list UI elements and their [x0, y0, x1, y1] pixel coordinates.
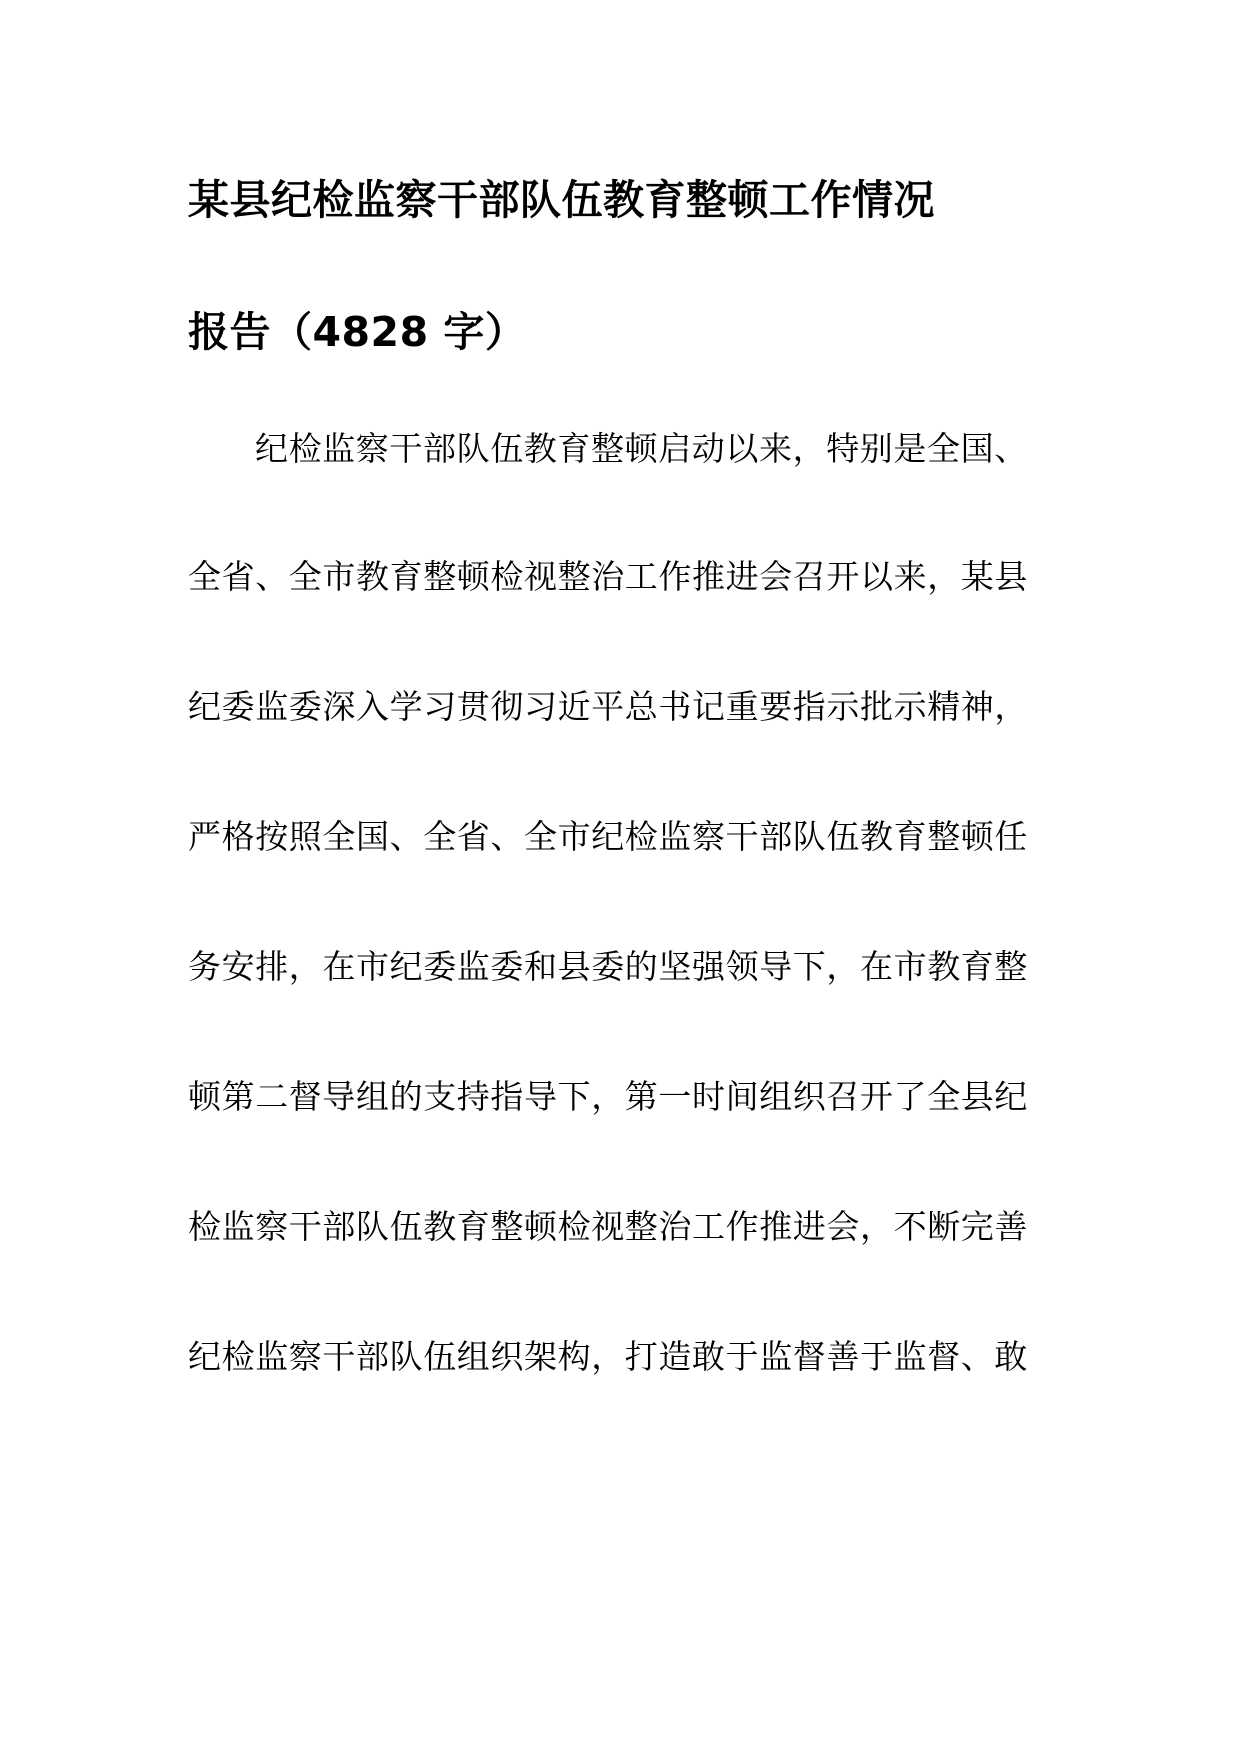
body-line-4: 严格按照全国、全省、全市纪检监察干部队伍教育整顿任: [188, 817, 1028, 856]
body-line-2: 全省、全市教育整顿检视整治工作推进会召开以来，某县: [188, 557, 1028, 596]
body-line-3: 纪委监委深入学习贯彻习近平总书记重要指示批示精神，: [188, 687, 1028, 726]
body-line-1: 纪检监察干部队伍教育整顿启动以来，特别是全国、: [255, 429, 1028, 468]
body-line-8: 纪检监察干部队伍组织架构，打造敢于监督善于监督、敢: [188, 1337, 1028, 1376]
document-title-line-2: 报告（4828 字）: [188, 308, 527, 356]
body-line-7: 检监察干部队伍教育整顿检视整治工作推进会，不断完善: [188, 1207, 1028, 1246]
document-title-line-1: 某县纪检监察干部队伍教育整顿工作情况: [188, 176, 935, 224]
body-line-6: 顿第二督导组的支持指导下，第一时间组织召开了全县纪: [188, 1077, 1028, 1116]
body-line-5: 务安排，在市纪委监委和县委的坚强领导下，在市教育整: [188, 947, 1028, 986]
